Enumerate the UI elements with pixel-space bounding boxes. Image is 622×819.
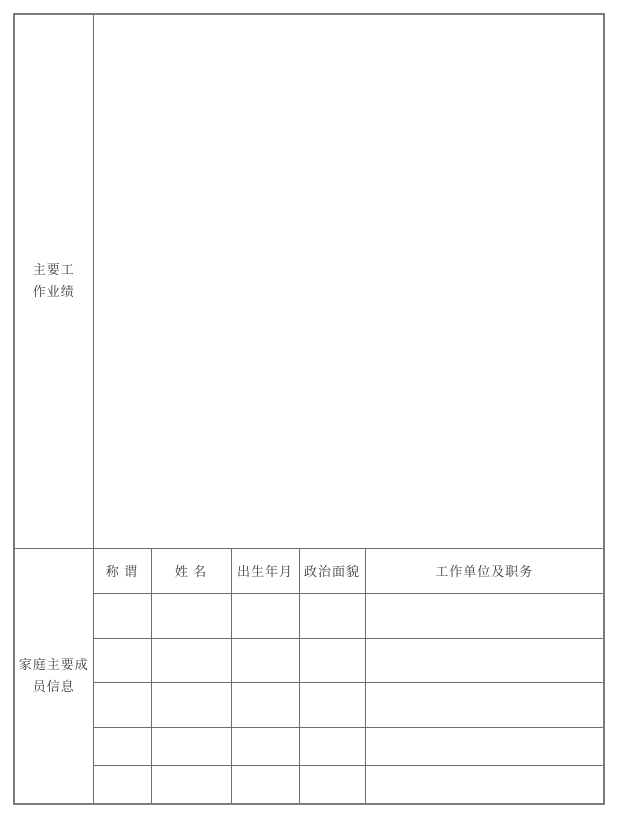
family-member-row: [14, 727, 604, 765]
family-cell-name: [151, 765, 231, 804]
family-member-row: [14, 638, 604, 682]
work-achievements-row: [14, 14, 604, 548]
family-members-header-row: [14, 548, 604, 593]
family-cell-political-status: [299, 593, 365, 638]
header-relation: 称 谓: [93, 548, 151, 593]
family-members-label-line-1: 家庭主要成: [18, 656, 89, 672]
family-cell-name: [151, 638, 231, 682]
family-cell-political-status: [299, 682, 365, 727]
work-achievements-content-cell: [93, 14, 604, 548]
family-cell-work-unit-position: [365, 765, 604, 804]
family-member-row: [14, 593, 604, 638]
work-achievements-label-line-2: 作业绩: [32, 284, 75, 300]
family-cell-birth-date: [231, 727, 299, 765]
family-cell-name: [151, 682, 231, 727]
family-cell-birth-date: [231, 593, 299, 638]
header-political-status: 政治面貌: [299, 548, 365, 593]
family-cell-political-status: [299, 638, 365, 682]
header-name: 姓 名: [151, 548, 231, 593]
family-cell-political-status: [299, 727, 365, 765]
family-cell-name: [151, 727, 231, 765]
application-form-table: [13, 13, 605, 805]
family-cell-work-unit-position: [365, 593, 604, 638]
family-cell-birth-date: [231, 682, 299, 727]
work-achievements-label-cell: [14, 14, 93, 548]
family-member-row: [14, 682, 604, 727]
family-cell-work-unit-position: [365, 638, 604, 682]
header-birth-date: 出生年月: [231, 548, 299, 593]
family-cell-work-unit-position: [365, 682, 604, 727]
family-cell-relation: [93, 727, 151, 765]
family-cell-relation: [93, 765, 151, 804]
family-cell-political-status: [299, 765, 365, 804]
family-members-label-line-2: 员信息: [32, 678, 75, 694]
family-cell-relation: [93, 682, 151, 727]
family-members-label-cell: [14, 548, 93, 804]
family-cell-relation: [93, 593, 151, 638]
family-cell-birth-date: [231, 638, 299, 682]
work-achievements-label-line-1: 主要工: [32, 262, 75, 278]
family-cell-name: [151, 593, 231, 638]
family-cell-work-unit-position: [365, 727, 604, 765]
family-cell-birth-date: [231, 765, 299, 804]
family-cell-relation: [93, 638, 151, 682]
family-member-row: [14, 765, 604, 804]
header-work-unit-position: 工作单位及职务: [365, 548, 604, 593]
